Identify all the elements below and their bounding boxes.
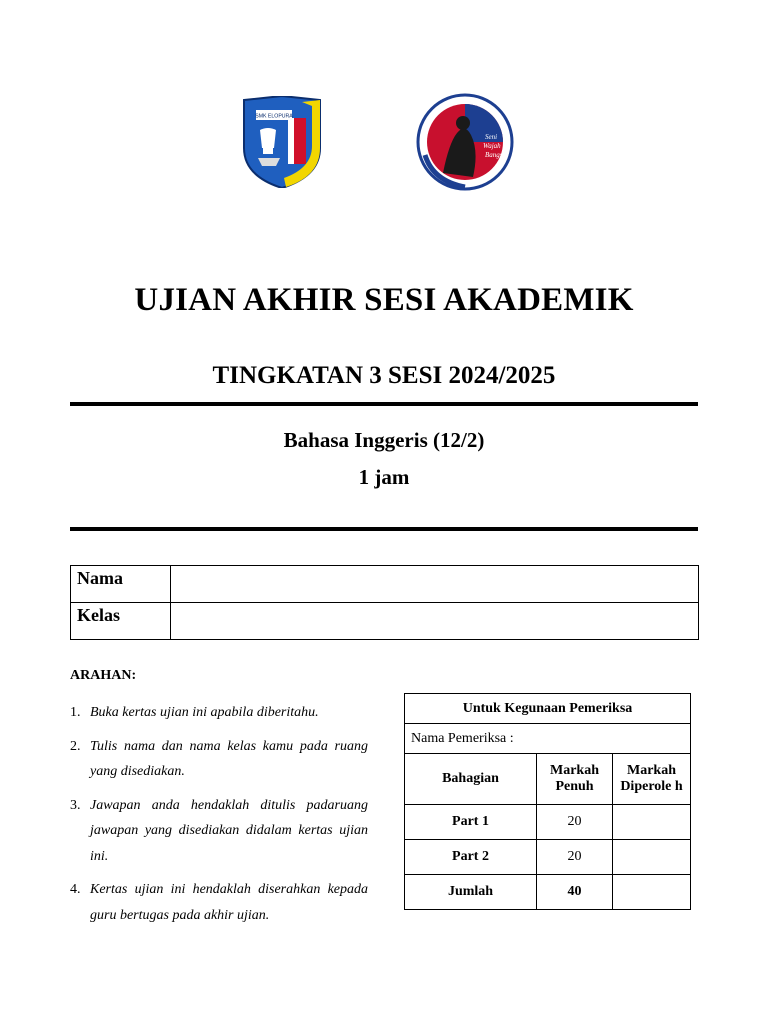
sector-logo <box>413 93 517 191</box>
subject-label: Bahasa Inggeris (12/2) <box>283 428 485 452</box>
item-text: Jawapan anda hendaklah ditulis padaruang jawapan yang disediakan didalam kertas ujian ini. <box>90 797 368 864</box>
table-header-row <box>405 754 691 805</box>
section-cell: Part 1 <box>405 805 537 840</box>
list-item <box>70 877 368 928</box>
page-title: UJIAN AKHIR SESI AKADEMIK <box>134 282 634 318</box>
table-row <box>405 875 691 910</box>
full-marks-cell: 20 <box>537 840 613 875</box>
class-field[interactable] <box>171 603 699 640</box>
table-row <box>405 724 691 754</box>
list-item <box>70 700 368 726</box>
full-marks-cell: 20 <box>537 805 613 840</box>
table-row <box>405 694 691 724</box>
name-label: Nama <box>71 566 171 603</box>
item-text: Buka kertas ujian ini apabila diberitahu. <box>90 705 319 720</box>
class-label: Kelas <box>71 603 171 640</box>
school-logo <box>240 96 324 188</box>
table-row <box>405 805 691 840</box>
section-cell: Part 2 <box>405 840 537 875</box>
divider <box>70 527 698 531</box>
svg-text:SMK ELOPURA: SMK ELOPURA <box>255 113 293 120</box>
svg-text:Bangsa: Bangsa <box>485 151 506 159</box>
examiner-name-field[interactable]: Nama Pemeriksa : <box>405 724 691 754</box>
full-marks-cell: 40 <box>537 875 613 910</box>
examiner-table <box>404 693 691 910</box>
examiner-table-title: Untuk Kegunaan Pemeriksa <box>405 694 691 724</box>
item-number: 4. <box>70 882 81 897</box>
table-row <box>405 840 691 875</box>
item-number: 2. <box>70 738 81 754</box>
obtained-marks-cell[interactable] <box>613 805 691 840</box>
table-row <box>71 566 699 603</box>
item-number: 1. <box>70 705 81 720</box>
student-info-table <box>70 565 699 640</box>
obtained-marks-cell[interactable] <box>613 875 691 910</box>
section-cell: Jumlah <box>405 875 537 910</box>
col-header-section: Bahagian <box>405 754 537 805</box>
name-field[interactable] <box>171 566 699 603</box>
table-row <box>71 603 699 640</box>
list-item <box>70 734 368 785</box>
obtained-marks-cell[interactable] <box>613 840 691 875</box>
col-header-obtained-marks: Markah Diperole h <box>613 754 691 805</box>
col-header-full-marks: Markah Penuh <box>537 754 613 805</box>
page-subtitle: TINGKATAN 3 SESI 2024/2025 <box>212 362 556 389</box>
svg-text:Wajah: Wajah <box>483 142 501 150</box>
list-item <box>70 793 368 870</box>
divider <box>70 402 698 406</box>
instructions-list <box>70 700 368 936</box>
item-number: 3. <box>70 797 81 813</box>
item-text: Kertas ujian ini hendaklah diserahkan kepada guru bertugas pada akhir ujian. <box>90 882 368 923</box>
instructions-heading: ARAHAN: <box>70 668 137 683</box>
svg-text:Seni: Seni <box>485 133 498 141</box>
duration-label: 1 jam <box>358 465 410 489</box>
item-text: Tulis nama dan nama kelas kamu pada ruang yang disediakan. <box>90 738 368 779</box>
